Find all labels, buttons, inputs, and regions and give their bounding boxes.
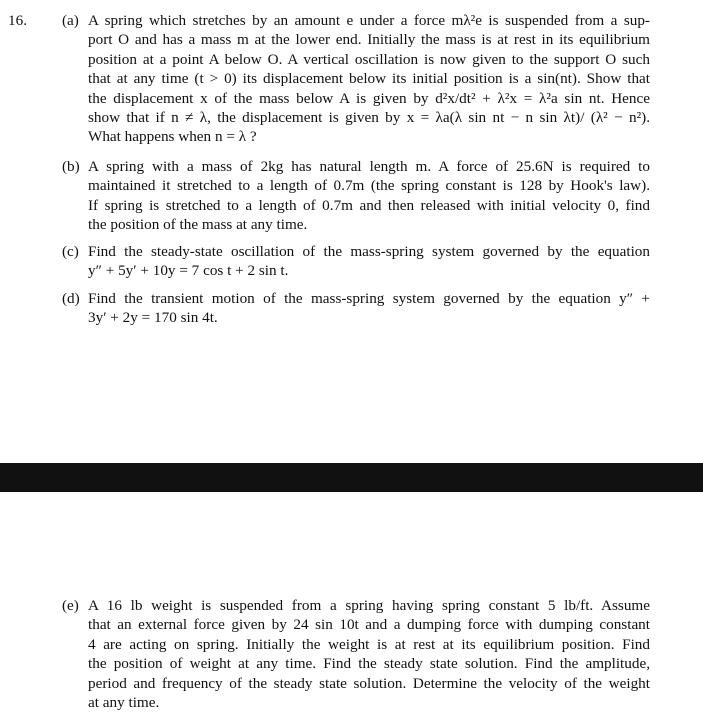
text-line: period and frequency of the steady state solution. Determine the velocity of the weight bbox=[88, 674, 650, 692]
part-label: (c) bbox=[62, 243, 79, 260]
text-line: If spring is stretched to a length of 0.7m and then released with initial velocity 0, find bbox=[88, 196, 650, 214]
part-text bbox=[88, 11, 650, 147]
text-line: port O and has a mass m at the lower end. Initially the mass is at rest in its equilibrium bbox=[88, 31, 650, 49]
black-divider-band bbox=[0, 463, 703, 492]
text-line: A spring which stretches by an amount e under a force mλ²e is suspended from a sup- bbox=[88, 12, 650, 29]
part-text bbox=[88, 596, 650, 712]
text-line: the position of weight at any time. Find the steady state solution. Find the amplitude, bbox=[88, 655, 650, 673]
part-text bbox=[88, 157, 650, 235]
part-label: (d) bbox=[62, 290, 80, 307]
text-line: that an external force given by 24 sin 10t and a dumping force with dumping constant bbox=[88, 616, 650, 634]
text-line: A spring with a mass of 2kg has natural length m. A force of 25.6N is required to bbox=[88, 158, 650, 175]
text-line: y″ + 5y′ + 10y = 7 cos t + 2 sin t. bbox=[88, 262, 289, 280]
text-line: Find the steady-state oscillation of the mass-spring system governed by the equation bbox=[88, 243, 650, 260]
text-line: show that if n ≠ λ, the displacement is given by x = λa(λ sin nt − n sin λt)/ (λ² − n²). bbox=[88, 109, 650, 127]
text-line: the displacement x of the mass below A is given by d²x/dt² + λ²x = λ²a sin nt. Hence bbox=[88, 89, 650, 107]
part-text bbox=[88, 289, 650, 328]
question-part-a bbox=[62, 11, 650, 147]
part-text bbox=[88, 242, 650, 281]
question-part-e bbox=[62, 596, 650, 712]
question-part-b bbox=[62, 157, 650, 235]
part-label: (b) bbox=[62, 158, 80, 175]
part-label: (e) bbox=[62, 597, 79, 614]
text-line: 4 are acting on spring. Initially the weight is at rest at its equilibrium position. Find bbox=[88, 635, 650, 653]
text-line: maintained it stretched to a length of 0.7m (the spring constant is 128 by Hook's law). bbox=[88, 177, 650, 195]
part-label: (a) bbox=[62, 12, 79, 29]
text-line: the position of the mass at any time. bbox=[88, 216, 308, 234]
text-line: 3y′ + 2y = 170 sin 4t. bbox=[88, 309, 218, 327]
text-line: A 16 lb weight is suspended from a spring having spring constant 5 lb/ft. Assume bbox=[88, 597, 650, 614]
text-line: at any time. bbox=[88, 694, 160, 712]
question-number: 16. bbox=[8, 12, 27, 29]
question-part-c bbox=[62, 242, 650, 281]
text-line: that at any time (t > 0) its displacement below its initial position is a sin(nt). Show that bbox=[88, 70, 650, 88]
question-part-d bbox=[62, 289, 650, 328]
text-line: What happens when n = λ ? bbox=[88, 128, 257, 146]
text-line: position at a point A below O. A vertical oscillation is now given to the support O such bbox=[88, 50, 650, 68]
text-line: Find the transient motion of the mass-spring system governed by the equation y″ + bbox=[88, 290, 650, 307]
